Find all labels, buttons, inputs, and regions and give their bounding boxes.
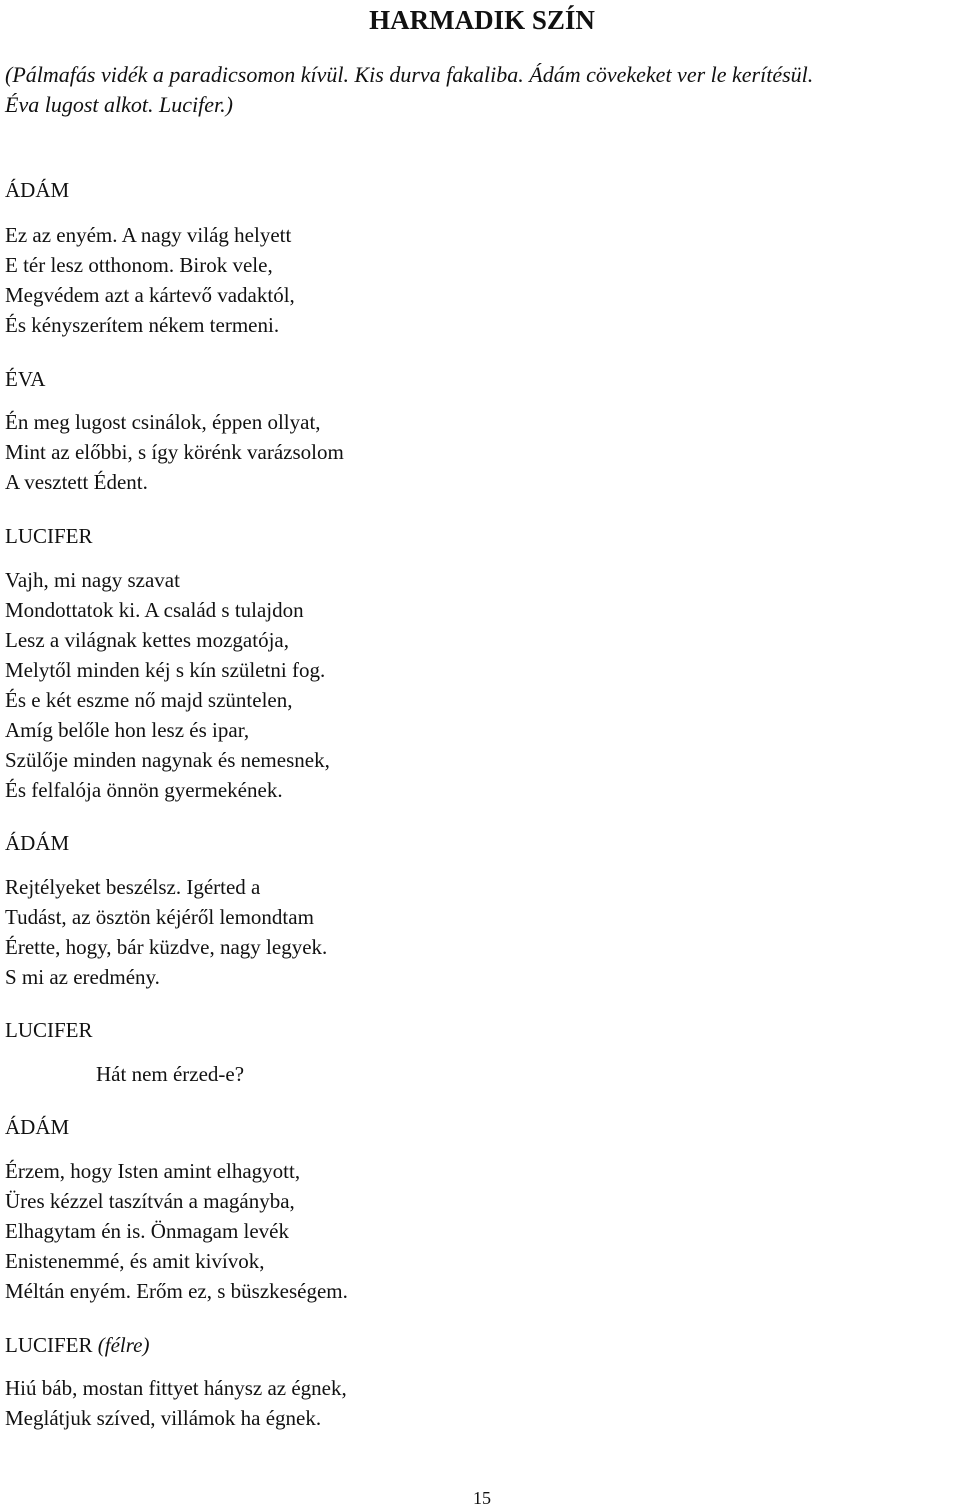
verse-line: Érette, hogy, bár küzdve, nagy legyek.	[5, 935, 328, 959]
verse-line: Vajh, mi nagy szavat	[5, 568, 180, 592]
stage-direction-line: Éva lugost alkot. Lucifer.)	[5, 92, 233, 117]
verse-line-indented: Hát nem érzed-e?	[96, 1062, 245, 1086]
verse-line: Én meg lugost csinálok, éppen ollyat,	[5, 410, 321, 434]
verse-line: Melytől minden kéj s kín születni fog.	[5, 658, 326, 682]
verse-line: S mi az eredmény.	[5, 965, 160, 989]
speaker-name-eva: ÉVA	[5, 367, 46, 391]
page-number: 15	[473, 1488, 491, 1508]
speech-lucifer-1	[5, 565, 905, 805]
verse-line: És e két eszme nő majd szüntelen,	[5, 688, 293, 712]
speech-lucifer-3	[5, 1373, 905, 1433]
stage-direction-line: (Pálmafás vidék a paradicsomon kívül. Kis durva fakaliba. Ádám cövekeket ver le kerítésül.	[5, 62, 814, 87]
aside-direction: (félre)	[97, 1333, 150, 1357]
verse-line: Megvédem azt a kártevő vadaktól,	[5, 283, 295, 307]
verse-line: Mondottatok ki. A család s tulajdon	[5, 598, 304, 622]
speaker-name-adam: ÁDÁM	[5, 831, 70, 855]
verse-line: Meglátjuk szíved, villámok ha égnek.	[5, 1406, 322, 1430]
speaker-label: LUCIFER	[5, 1333, 93, 1357]
verse-line: A vesztett Édent.	[5, 470, 148, 494]
verse-line: Ez az enyém. A nagy világ helyett	[5, 223, 292, 247]
verse-line: Enistenemmé, és amit kivívok,	[5, 1249, 265, 1273]
scene-title: HARMADIK SZÍN	[369, 5, 595, 35]
verse-line: Lesz a világnak kettes mozgatója,	[5, 628, 289, 652]
verse-line: Mint az előbbi, s így körénk varázsolom	[5, 440, 344, 464]
verse-line: Tudást, az ösztön kéjéről lemondtam	[5, 905, 314, 929]
speech-adam-1	[5, 220, 905, 340]
verse-line: Elhagytam én is. Önmagam levék	[5, 1219, 290, 1243]
stage-direction	[5, 60, 955, 120]
verse-line: Érzem, hogy Isten amint elhagyott,	[5, 1159, 301, 1183]
speech-adam-2	[5, 872, 905, 992]
verse-line: Szülője minden nagynak és nemesnek,	[5, 748, 330, 772]
verse-line: E tér lesz otthonom. Birok vele,	[5, 253, 273, 277]
speaker-name-adam: ÁDÁM	[5, 178, 70, 202]
verse-line: Amíg belőle hon lesz és ipar,	[5, 718, 250, 742]
speaker-name-lucifer: LUCIFER	[5, 524, 93, 548]
verse-line: Rejtélyeket beszélsz. Igérted a	[5, 875, 261, 899]
verse-line: Méltán enyém. Erőm ez, s büszkeségem.	[5, 1279, 348, 1303]
verse-line: Hiú báb, mostan fittyet hánysz az égnek,	[5, 1376, 347, 1400]
verse-line: És kényszerítem nékem termeni.	[5, 313, 280, 337]
speech-adam-3	[5, 1156, 905, 1306]
speech-eva-1	[5, 407, 905, 497]
verse-line: És felfalója önnön gyermekének.	[5, 778, 283, 802]
speaker-name-adam: ÁDÁM	[5, 1115, 70, 1139]
speaker-name-lucifer	[5, 1330, 149, 1360]
verse-line: Üres kézzel taszítván a magányba,	[5, 1189, 295, 1213]
speaker-name-lucifer: LUCIFER	[5, 1018, 93, 1042]
